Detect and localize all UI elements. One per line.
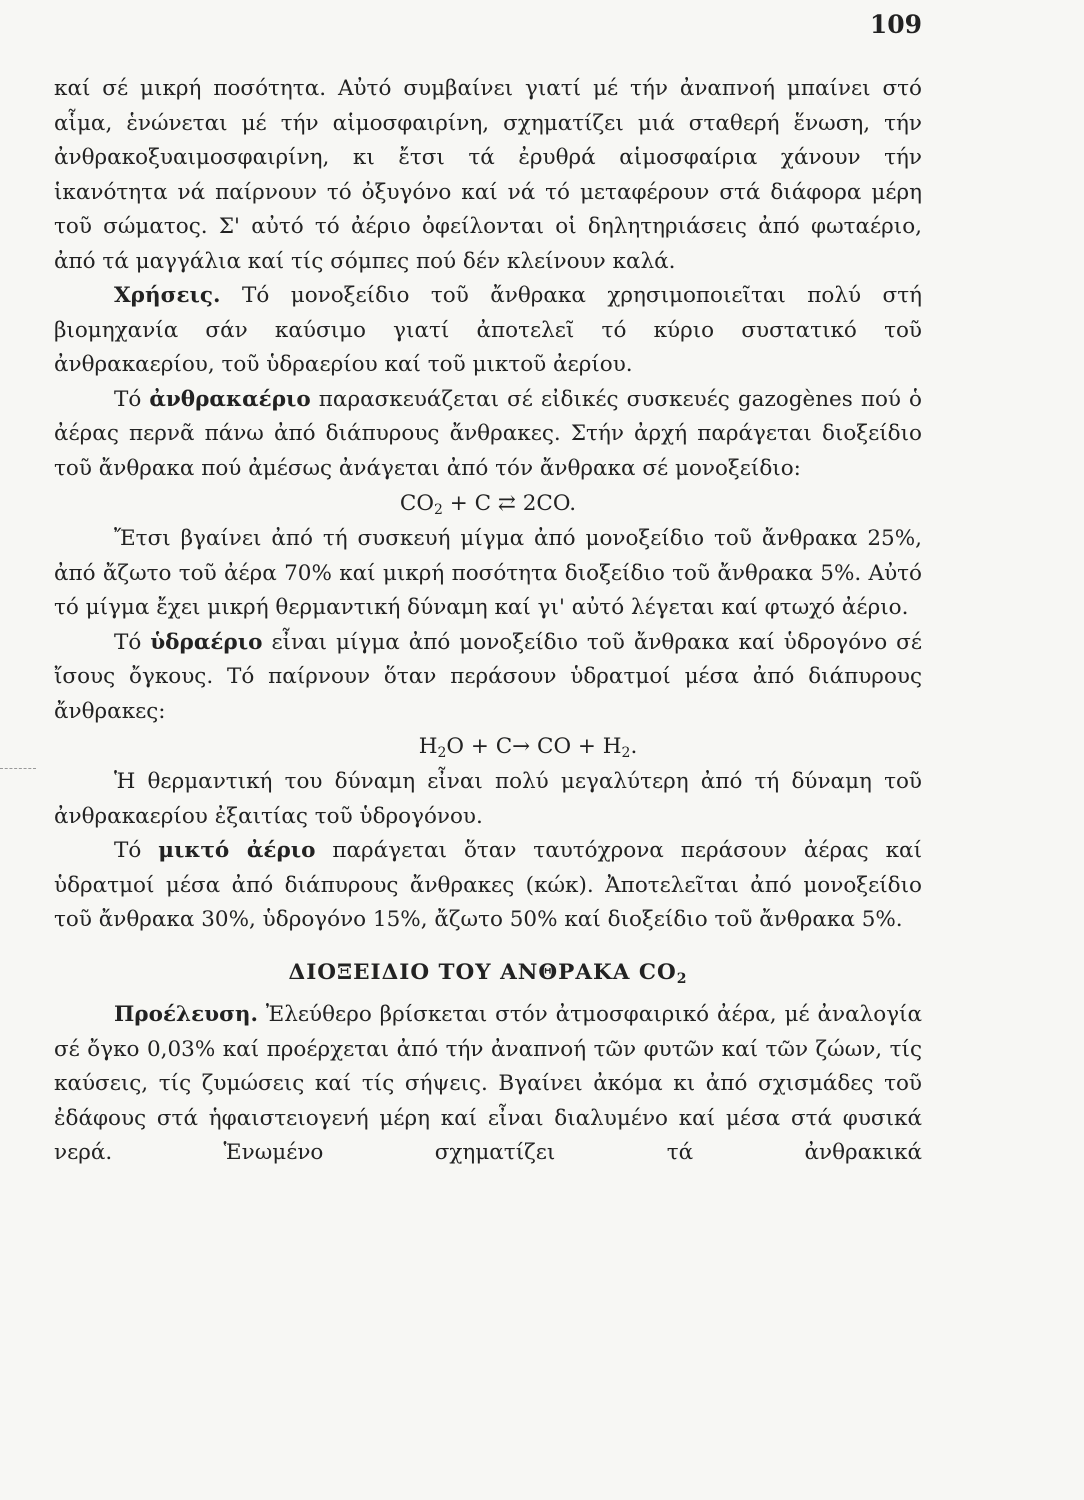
paragraph-water-gas-text: εἶναι μίγμα ἀπό μονοξείδιο τοῦ ἄνθρακα καί ὑδρογόνο σέ ἴσους ὄγκους. Τό παίρνουν ὅταν περάσουν ὑδρατμοί μέσα ἀπό διάπυρους ἄνθρακες:: [54, 629, 922, 724]
formula2-sub1: 2: [437, 745, 447, 761]
paragraph-uses: [54, 279, 922, 383]
paragraph-coal-gas: [54, 383, 922, 487]
formula2-end: .: [630, 734, 638, 759]
paragraph-1: καί σέ μικρή ποσότητα. Αὐτό συμβαίνει γιατί μέ τήν ἀναπνοή μπαίνει στό αἷμα, ἑνώνεται μέ τήν αἱμοσφαιρίνη, σχηματίζει μιά σταθερή ἕνωση, τήν ἀνθρακοξυαιμοσφαιρίνη, κι ἔτσι τά ἐρυθρά αἱμοσφαίρια χάνουν τήν ἱκανότητα νά παίρνουν τό ὀξυγόνο καί νά τό μεταφέρουν στά διάφορα μέρη τοῦ σώματος. Σ' αὐτό τό ἀέριο ὀφείλονται οἱ δηλητηριάσεις ἀπό φωταέριο, ἀπό τά μαγγάλια καί τίς σόμπες πού δέν κλείνουν καλά.: [54, 76, 922, 274]
equilibrium-arrow-icon: ⇄: [497, 491, 516, 516]
term-water-gas: ὑδραέριο: [150, 629, 263, 655]
paragraph-uses-text: Τό μονοξείδιο τοῦ ἄνθρακα χρησιμοποιεῖται πολύ στή βιομηχανία σάν καύσιμο γιατί ἀποτελεῖ τό κύριο συστατικό τοῦ ἀνθρακαερίου, τοῦ ὑδραερίου καί τοῦ μικτοῦ ἀερίου.: [54, 283, 922, 377]
paragraph-coal-gas-text: παρασκευάζεται σέ εἰδικές συσκευές gazogènes πού ὁ ἀέρας περνᾶ πάνω ἀπό διάπυρους ἄνθρακες. Στήν ἀρχή παράγεται διοξείδιο τοῦ ἄνθρακα πού ἀμέσως ἀνάγεται ἀπό τόν ἄνθρακα σέ μονοξείδιο:: [54, 386, 922, 481]
section-lead-uses: Χρήσεις.: [114, 283, 221, 308]
paragraph-origin-text: Ἐλεύθερο βρίσκεται στόν ἀτμοσφαιρικό ἀέρα, μέ ἀναλογία σέ ὄγκο 0,03% καί προέρχεται ἀπό τήν ἀναπνοή τῶν φυτῶν καί τῶν ζώων, τίς καύσεις, τίς ζυμώσεις καί τίς σήψεις. Βγαίνει ἀκόμα κι ἀπό σχισμάδες τοῦ ἐδάφους στά ἡφαιστειογενή μέρη καί εἶναι διαλυμένο καί μέσα στά φυσικά νερά. Ἑνωμένο σχηματίζει τά ἀνθρακικά: [54, 1002, 922, 1165]
formula2-h: H: [418, 734, 438, 759]
section-lead-origin: Προέλευση.: [114, 1002, 259, 1027]
body-text: [54, 72, 922, 1171]
formula2-products: CO + H: [530, 734, 622, 759]
formula1-plus: + C: [442, 491, 498, 516]
paragraph-origin: [54, 998, 922, 1171]
paragraph-water-gas-pre: Τό: [114, 629, 151, 655]
margin-mark: [0, 768, 36, 769]
section-heading-text: ΔΙΟΞΕΙΔΙΟ ΤΟΥ ΑΝΘΡΑΚΑ CO: [288, 959, 677, 985]
paragraph-heating-power: Ἡ θερμαντική του δύναμη εἶναι πολύ μεγαλύτερη ἀπό τή δύναμη τοῦ ἀνθρακαερίου ἐξαιτίας τοῦ ὑδρογόνου.: [54, 769, 922, 829]
paragraph-poor-gas: Ἔτσι βγαίνει ἀπό τή συσκευή μίγμα ἀπό μονοξείδιο τοῦ ἄνθρακα 25%, ἀπό ἄζωτο τοῦ ἀέρα 70% καί μικρή ποσότητα διοξείδιο τοῦ ἄνθρακα 5%. Αὐτό τό μίγμα ἔχει μικρή θερμαντική δύναμη καί γι' αὐτό λέγεται καί φτωχό ἀέριο.: [54, 526, 922, 620]
formula1-reactant: CO: [399, 491, 434, 516]
formula2-reactants: O + C: [446, 734, 513, 759]
term-mixed-gas: μικτό ἀέριο: [158, 838, 316, 863]
reaction-arrow-icon: →: [512, 734, 531, 759]
section-heading-co2: [54, 956, 922, 991]
paragraph-mixed-gas: [54, 834, 922, 938]
formula1-subscript: 2: [434, 502, 443, 518]
page-number: 109: [869, 10, 922, 39]
paragraph-mixed-gas-pre: Τό: [114, 838, 159, 863]
paragraph-water-gas: [54, 626, 922, 730]
paragraph-mixed-gas-text: παράγεται ὅταν ταυτόχρονα περάσουν ἀέρας καί ὑδρατμοί μέσα ἀπό διάπυρους ἄνθρακες (κώκ). Ἀποτελεῖται ἀπό μονοξείδιο τοῦ ἄνθρακα 30%, ὑδρογόνο 15%, ἄζωτο 50% καί διοξείδιο τοῦ ἄνθρακα 5%.: [54, 838, 922, 932]
formula-co2-reduction: [54, 486, 922, 522]
formula-water-gas: [54, 729, 922, 765]
formula1-product: 2CO.: [515, 491, 577, 516]
term-coal-gas: ἀνθρακαέριο: [149, 386, 311, 412]
section-heading-subscript: 2: [676, 970, 688, 987]
paragraph-coal-gas-pre: Τό: [114, 386, 150, 412]
formula2-sub2: 2: [621, 745, 631, 761]
